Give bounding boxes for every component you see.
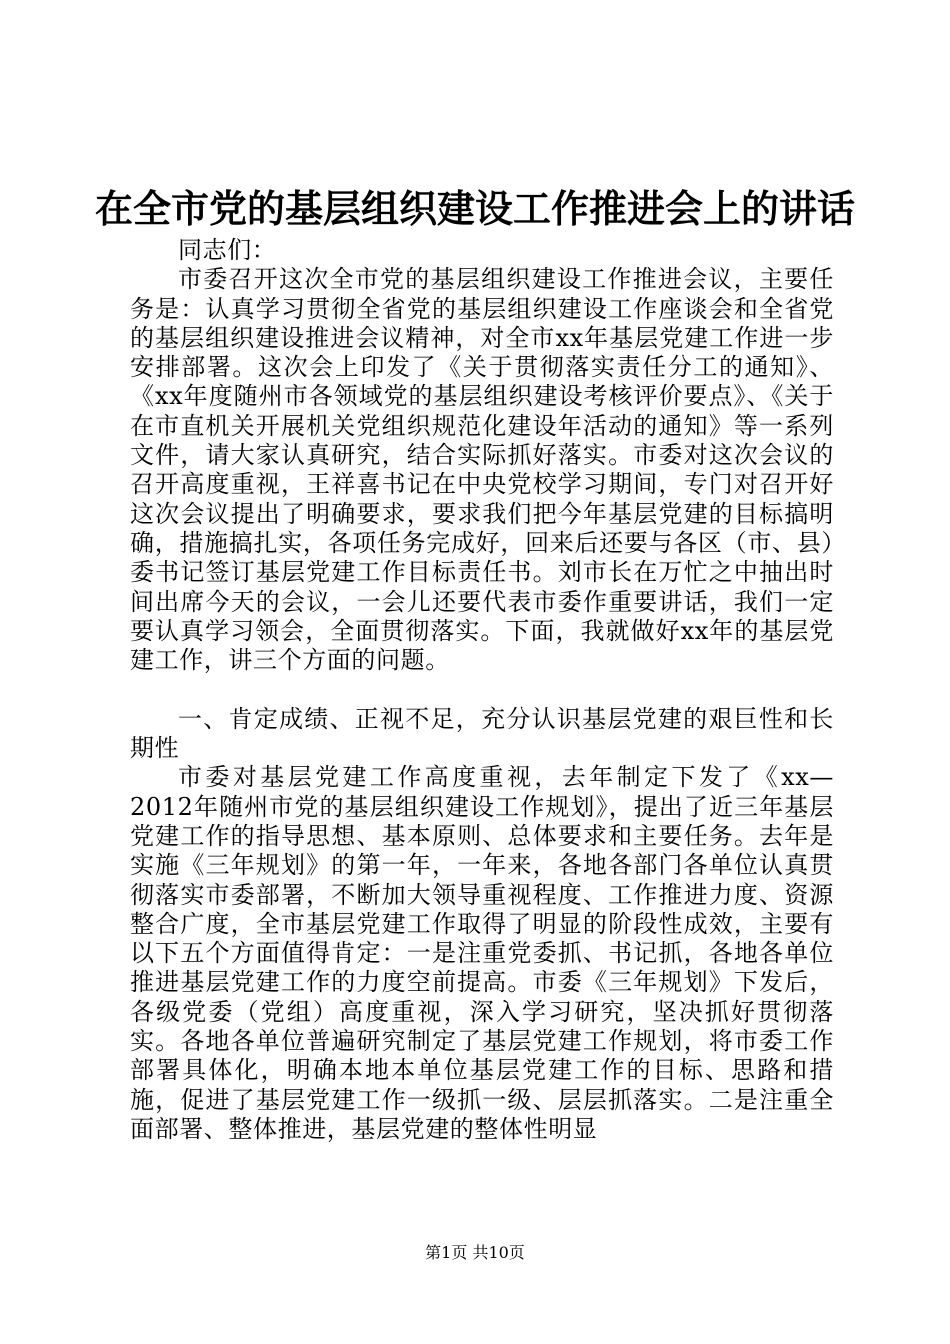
intro-paragraph: 市委召开这次全市党的基层组织建设工作推进会议，主要任务是：认真学习贯彻全省党的基层组织建设工作座谈会和全省党的基层组织建设推进会议精神，对全市xx年基层党建工作进一步安排部署。这次会上印发了《关于贯彻落实责任分工的通知》、《xx年度随州市各领域党的基层组织建设考核评价要点》、《关于在市直机关开展机关党组织规范化建设年活动的通知》等一系列文件，请大家认真研究，结合实际抓好落实。市委对这次会议的召开高度重视，王祥喜书记在中央党校学习期间，专门对召开好这次会议提出了明确要求，要求我们把今年基层党建的目标搞明确，措施搞扎实，各项任务完成好，回来后还要与各区（市、县）委书记签订基层党建工作目标责任书。刘市长在万忙之中抽出时间出席今天的会议，一会儿还要代表市委作重要讲话，我们一定要认真学习领会，全面贯彻落实。下面，我就做好xx年的基层党建工作，讲三个方面的问题。 (130, 265, 834, 675)
salutation: 同志们： (178, 236, 277, 264)
document-title: 在全市党的基层组织建设工作推进会上的讲话 (94, 187, 855, 231)
section-heading: 一、肯定成绩、正视不足，充分认识基层党建的艰巨性和长期性 (130, 704, 834, 763)
document-body (130, 236, 834, 1144)
section-paragraph: 市委对基层党建工作高度重视，去年制定下发了《xx—2012年随州市党的基层组织建设工作规划》，提出了近三年基层党建工作的指导思想、基本原则、总体要求和主要任务。去年是实施《三年规划》的第一年，一年来，各地各部门各单位认真贯彻落实市委部署，不断加大领导重视程度、工作推进力度、资源整合广度，全市基层党建工作取得了明显的阶段性成效，主要有以下五个方面值得肯定：一是注重党委抓、书记抓，各地各单位推进基层党建工作的力度空前提高。市委《三年规划》下发后，各级党委（党组）高度重视，深入学习研究，坚决抓好贯彻落实。各地各单位普遍研究制定了基层党建工作规划，将市委工作部署具体化，明确本地本单位基层党建工作的目标、思路和措施，促进了基层党建工作一级抓一级、层层抓落实。二是注重全面部署、整体推进，基层党建的整体性明显 (130, 763, 834, 1143)
page-footer: 第1页 共10页 (425, 1243, 525, 1262)
